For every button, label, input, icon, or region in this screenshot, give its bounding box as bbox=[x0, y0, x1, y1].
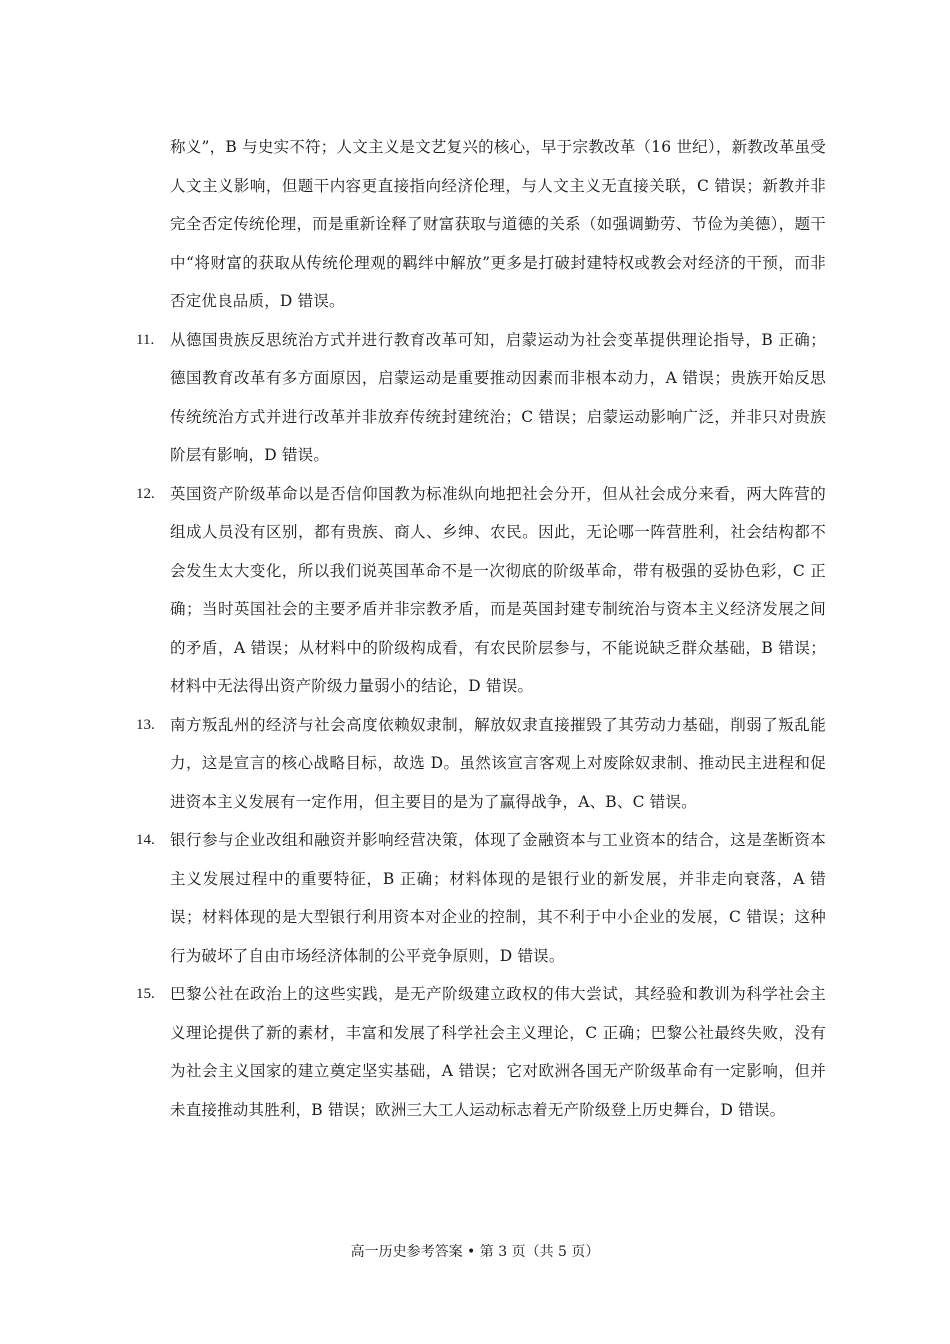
answer-item-14 bbox=[136, 821, 826, 975]
answer-item-13 bbox=[136, 706, 826, 822]
answer-item-15 bbox=[136, 975, 826, 1129]
answer-number: 11. bbox=[136, 331, 155, 348]
answer-number: 15. bbox=[136, 986, 155, 1002]
answer-text: 英国资产阶级革命以是否信仰国教为标准纵向地把社会分开，但从社会成分来看，两大阵营的组成人员没有区别，都有贵族、商人、乡绅、农民。因此，无论哪一阵营胜利，社会结构都不会发生太大变化，所以我们说英国革命不是一次彻底的阶级革命，带有极强的妥协色彩，C 正确；当时英国社会的主要矛盾并非宗教矛盾，而是英国封建专制统治与资本主义经济发展之间的矛盾，A 错误；从材料中的阶级构成看，有农民阶层参与，不能说缺乏群众基础，B 错误；材料中无法得出资产阶级力量弱小的结论，D 错误。 bbox=[170, 484, 826, 695]
answer-continuation bbox=[136, 128, 826, 321]
answer-number: 12. bbox=[136, 485, 155, 502]
answer-continuation-text: 称义”，B 与史实不符；人文主义是文艺复兴的核心，早于宗教改革（16 世纪），新教改革虽受人文主义影响，但题干内容更直接指向经济伦理，与人文主义无直接关联，C 错误；新教并非完全否定传统伦理，而是重新诠释了财富获取与道德的关系（如强调勤劳、节俭为美德），题干中“将财富的获取从传统伦理观的羁绊中解放”更多是打破封建特权或教会对经济的干预，而非否定优良品质，D 错误。 bbox=[170, 138, 826, 310]
answer-number: 14. bbox=[136, 832, 155, 848]
answer-text: 银行参与企业改组和融资并影响经营决策，体现了金融资本与工业资本的结合，这是垄断资本主义发展过程中的重要特征，B 正确；材料体现的是银行业的新发展，并非走向衰落，A 错误；材料体现的是大型银行利用资本对企业的控制，其不利于中小企业的发展，C 错误；这种行为破坏了自由市场经济体制的公平竞争原则，D 错误。 bbox=[170, 831, 826, 965]
answer-text: 从德国贵族反思统治方式并进行教育改革可知，启蒙运动为社会变革提供理论指导，B 正确；德国教育改革有多方面原因，启蒙运动是重要推动因素而非根本动力，A 错误；贵族开始反思传统统治方式并进行改革并非放弃传统封建统治；C 错误；启蒙运动影响广泛，并非只对贵族阶层有影响，D 错误。 bbox=[170, 330, 826, 464]
answer-item-11 bbox=[136, 321, 826, 475]
answer-item-12 bbox=[136, 475, 826, 706]
answer-text: 巴黎公社在政治上的这些实践，是无产阶级建立政权的伟大尝试，其经验和教训为科学社会主义理论提供了新的素材，丰富和发展了科学社会主义理论，C 正确；巴黎公社最终失败，没有为社会主义国家的建立奠定坚实基础，A 错误；它对欧洲各国无产阶级革命有一定影响，但并未直接推动其胜利，B 错误；欧洲三大工人运动标志着无产阶级登上历史舞台，D 错误。 bbox=[170, 985, 826, 1119]
answer-number: 13. bbox=[136, 716, 155, 733]
page-footer: 高一历史参考答案 • 第 3 页（共 5 页） bbox=[350, 1244, 600, 1260]
answer-content bbox=[136, 128, 826, 1129]
answer-text: 南方叛乱州的经济与社会高度依赖奴隶制，解放奴隶直接摧毁了其劳动力基础，削弱了叛乱能力，这是宣言的核心战略目标，故选 D。虽然该宣言客观上对废除奴隶制、推动民主进程和促进资本主义发展有一定作用，但主要目的是为了赢得战争，A、B、C 错误。 bbox=[170, 715, 826, 811]
